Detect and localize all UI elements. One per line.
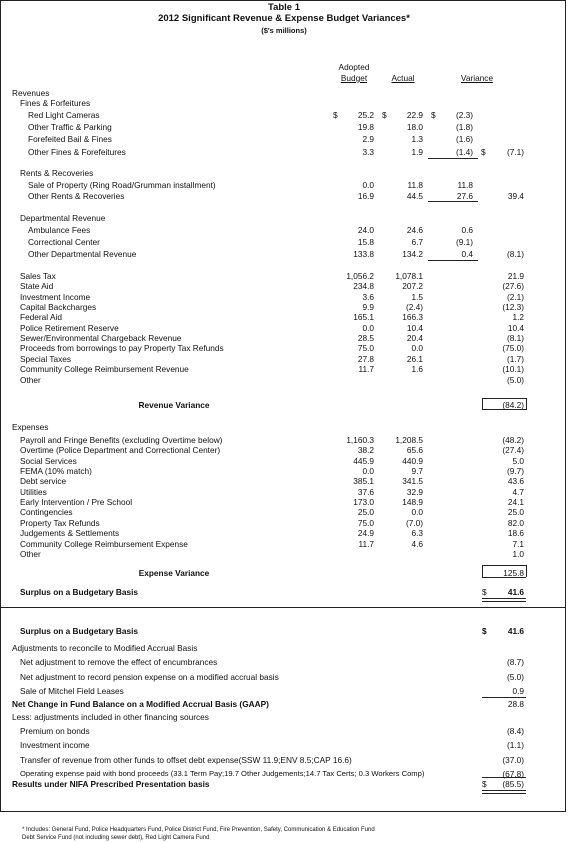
expense-item-actual: 341.5 bbox=[402, 476, 423, 487]
revenue-variance-box-bottom bbox=[482, 409, 526, 410]
revenue-item-label: Federal Aid bbox=[20, 312, 62, 323]
expense-item-variance: (48.2) bbox=[502, 435, 524, 445]
fines-row-actual: 1.9 bbox=[411, 146, 423, 157]
revenue-item-label: Police Retirement Reserve bbox=[20, 322, 119, 333]
revenue-item-variance: (10.1) bbox=[502, 364, 524, 375]
expense-item-actual: 4.6 bbox=[411, 538, 423, 549]
adjustment-value: (5.0) bbox=[506, 671, 524, 682]
revenue-item-actual: 10.4 bbox=[406, 322, 423, 333]
revenue-item-budget: 9.9 bbox=[362, 302, 374, 313]
expense-item-label: Debt service bbox=[20, 476, 67, 487]
expense-item-variance: 82.0 bbox=[507, 517, 524, 528]
rents-row-subtotal: 39.4 bbox=[507, 191, 524, 202]
expense-item-actual: 65.6 bbox=[406, 445, 423, 456]
result-dollar-sign: $ bbox=[482, 779, 487, 789]
revenue-variance-box-right bbox=[526, 398, 527, 410]
expense-item-label: Social Services bbox=[20, 455, 77, 466]
revenue-item-label: Capital Backcharges bbox=[20, 302, 97, 313]
rents-row-variance: 11.8 bbox=[457, 180, 473, 190]
revenue-item-label: Sewer/Environmental Chargeback Revenue bbox=[20, 333, 182, 344]
dept-row-budget: 133.8 bbox=[353, 249, 374, 260]
revenue-item-actual: 166.3 bbox=[402, 312, 423, 323]
revenue-item-budget: 3.6 bbox=[362, 291, 374, 302]
rents-underline bbox=[428, 201, 478, 202]
revenue-item-variance: (8.1) bbox=[506, 333, 524, 344]
expense-item-label: Contingencies bbox=[20, 507, 73, 518]
fines-row-subtotal: (7.1) bbox=[506, 146, 524, 157]
rents-row-budget: 0.0 bbox=[362, 180, 374, 190]
surplus-value: 41.6 bbox=[507, 587, 524, 597]
col-header-budget: Budget bbox=[340, 73, 368, 83]
revenue-item-actual: 207.2 bbox=[402, 281, 423, 292]
revenue-item-budget: 75.0 bbox=[357, 343, 374, 354]
dept-underline bbox=[428, 260, 478, 261]
section-divider bbox=[0, 607, 566, 608]
revenue-item-variance: (27.6) bbox=[502, 281, 524, 292]
footnote-line-2: Debt Service Fund (not including sewer debt), Red Light Camera Fund bbox=[22, 835, 210, 841]
expense-item-actual: 0.0 bbox=[411, 507, 423, 518]
dept-row-subtotal: (8.1) bbox=[506, 249, 524, 260]
expense-item-budget: 38.2 bbox=[357, 445, 374, 456]
table-title: 2012 Significant Revenue & Expense Budget Variances* bbox=[158, 13, 410, 24]
dept-row-budget: 24.0 bbox=[357, 225, 374, 235]
expense-variance-label: Expense Variance bbox=[138, 568, 210, 578]
expense-item-actual: 440.9 bbox=[402, 455, 423, 466]
revenue-variance-label: Revenue Variance bbox=[138, 400, 210, 410]
less-item-label: Premium on bonds bbox=[20, 726, 90, 736]
expense-item-label: Overtime (Police Department and Correctional Center) bbox=[20, 445, 221, 456]
fines-row-dollar-sign: $ bbox=[481, 146, 486, 157]
rents-row-actual: 44.5 bbox=[406, 191, 423, 202]
surplus-double-underline bbox=[482, 598, 526, 602]
revenue-item-budget: 28.5 bbox=[357, 333, 374, 344]
revenue-item-label: Sales Tax bbox=[20, 271, 56, 281]
expense-item-budget: 445.9 bbox=[353, 455, 374, 466]
revenues-heading: Revenues bbox=[12, 88, 50, 98]
gaap-value: 28.8 bbox=[507, 699, 524, 709]
expense-item-label: Other bbox=[20, 548, 41, 559]
expense-item-label: Community College Reimbursement Expense bbox=[20, 538, 188, 549]
fines-row-budget: 2.9 bbox=[362, 134, 374, 145]
less-item-value: (37.0) bbox=[502, 754, 524, 765]
expense-item-variance: 5.0 bbox=[512, 455, 524, 466]
revenue-variance-total: (84.2) bbox=[502, 400, 524, 410]
expense-item-label: Payroll and Fringe Benefits (excluding Overtime below) bbox=[20, 435, 223, 445]
fines-row-actual: 1.3 bbox=[411, 134, 423, 145]
adjustment-value: (8.7) bbox=[506, 657, 524, 667]
dept-row-actual: 134.2 bbox=[402, 249, 423, 260]
revenue-item-actual: 0.0 bbox=[411, 343, 423, 354]
adjustments-heading: Adjustments to reconcile to Modified Accrual Basis bbox=[12, 643, 198, 653]
revenue-item-variance: (5.0) bbox=[506, 374, 524, 385]
expense-item-budget: 75.0 bbox=[357, 517, 374, 528]
surplus-dollar-sign: $ bbox=[482, 587, 487, 597]
expense-item-label: Early Intervention / Pre School bbox=[20, 497, 133, 508]
dept-row-budget: 15.8 bbox=[357, 237, 374, 248]
table-number: Table 1 bbox=[267, 2, 301, 13]
expense-item-label: Property Tax Refunds bbox=[20, 517, 100, 528]
expense-item-variance: (27.4) bbox=[502, 445, 524, 456]
adjustments-underline bbox=[482, 697, 526, 698]
expense-item-budget: 0.0 bbox=[362, 466, 374, 477]
fines-row-budget: 3.3 bbox=[362, 146, 374, 157]
revenue-item-budget: 27.8 bbox=[357, 353, 374, 364]
expense-item-variance: 18.6 bbox=[507, 528, 524, 539]
expense-items-underline bbox=[482, 565, 526, 566]
fines-row-label: Forefeited Bail & Fines bbox=[28, 134, 112, 145]
expense-item-budget: 385.1 bbox=[353, 476, 374, 487]
revenue-item-budget: 11.7 bbox=[358, 364, 374, 375]
expense-item-label: Utilities bbox=[20, 486, 47, 497]
expense-variance-box-bottom bbox=[482, 577, 526, 578]
expense-item-budget: 25.0 bbox=[357, 507, 374, 518]
rents-row-label: Other Rents & Recoveries bbox=[28, 191, 125, 202]
expense-item-budget: 173.0 bbox=[353, 497, 374, 508]
fines-row-budget: 19.8 bbox=[357, 122, 374, 133]
fines-row-budget: 25.2 bbox=[357, 110, 374, 120]
dept-row-actual: 24.6 bbox=[406, 225, 423, 235]
revenue-item-budget: 165.1 bbox=[353, 312, 374, 323]
dept-row-variance: (9.1) bbox=[455, 237, 473, 248]
revenue-item-variance: 21.9 bbox=[507, 271, 524, 281]
revenue-items-underline bbox=[482, 398, 526, 399]
revenue-item-variance: 1.2 bbox=[512, 312, 524, 323]
fines-row-variance: (1.4) bbox=[455, 146, 473, 157]
fines-row-dollar-sign: $ bbox=[431, 110, 436, 120]
dept-heading: Departmental Revenue bbox=[20, 213, 106, 223]
fines-heading: Fines & Forfeitures bbox=[20, 98, 91, 108]
revenue-item-label: Special Taxes bbox=[20, 353, 72, 364]
recon-surplus-value: 41.6 bbox=[507, 626, 524, 636]
expense-item-variance: 4.7 bbox=[512, 486, 524, 497]
expense-item-budget: 11.7 bbox=[358, 538, 374, 549]
dept-row-label: Other Departmental Revenue bbox=[28, 249, 137, 260]
expense-item-budget: 24.9 bbox=[357, 528, 374, 539]
expense-item-actual: 9.7 bbox=[411, 466, 423, 477]
expense-item-budget: 37.6 bbox=[357, 486, 374, 497]
less-item-label: Investment income bbox=[20, 740, 90, 751]
adjustment-label: Sale of Mitchel Field Leases bbox=[20, 686, 124, 696]
gaap-label: Net Change in Fund Balance on a Modified Accrual Basis (GAAP) bbox=[12, 699, 269, 709]
recon-surplus-label: Surplus on a Budgetary Basis bbox=[20, 626, 139, 636]
expenses-heading: Expenses bbox=[12, 422, 49, 432]
result-value: (85.5) bbox=[502, 779, 524, 789]
revenue-item-variance: (1.7) bbox=[506, 353, 524, 364]
fines-row-dollar-sign: $ bbox=[333, 110, 338, 120]
revenue-item-actual: 1,078.1 bbox=[395, 271, 423, 281]
revenue-item-label: Other bbox=[20, 374, 41, 385]
recon-surplus-dollar-sign: $ bbox=[482, 626, 487, 636]
revenue-item-variance: (2.1) bbox=[506, 291, 524, 302]
footnote-line-1: * Includes: General Fund, Police Headquarters Fund, Police District Fund, Fire Prevention, Safety, Communication & Education Fund bbox=[22, 827, 375, 833]
expense-item-actual: 1,208.5 bbox=[395, 435, 423, 445]
adjustment-label: Net adjustment to remove the effect of encumbrances bbox=[20, 657, 218, 667]
rents-heading: Rents & Recoveries bbox=[20, 168, 94, 178]
revenue-item-actual: (2.4) bbox=[405, 302, 423, 313]
revenue-item-label: State Aid bbox=[20, 281, 54, 292]
revenue-item-variance: (12.3) bbox=[502, 302, 524, 313]
expense-item-variance: 25.0 bbox=[507, 507, 524, 518]
expense-item-actual: 32.9 bbox=[406, 486, 423, 497]
fines-row-label: Other Fines & Forefeitures bbox=[28, 146, 126, 157]
revenue-item-label: Investment Income bbox=[20, 291, 91, 302]
less-item-label: Transfer of revenue from other funds to offset debt expense(SSW 11.9;ENV 8.5;CAP 16.6) bbox=[20, 754, 352, 765]
revenue-item-budget: 0.0 bbox=[362, 322, 374, 333]
less-item-value: (8.4) bbox=[506, 726, 524, 736]
expense-variance-box-right bbox=[526, 565, 527, 577]
revenue-item-variance: 10.4 bbox=[507, 322, 524, 333]
expense-variance-box-left bbox=[482, 565, 483, 577]
rents-row-label: Sale of Property (Ring Road/Grumman installment) bbox=[28, 180, 216, 190]
less-heading: Less: adjustments included in other financing sources bbox=[12, 712, 209, 722]
revenue-item-actual: 1.6 bbox=[411, 364, 423, 375]
expense-item-variance: 24.1 bbox=[507, 497, 524, 508]
fines-row-label: Red Light Cameras bbox=[28, 110, 100, 120]
less-items-underline bbox=[482, 777, 526, 778]
expense-item-budget: 1,160.3 bbox=[346, 435, 374, 445]
expense-item-actual: 6.3 bbox=[411, 528, 423, 539]
revenue-item-budget: 1,056.2 bbox=[346, 271, 374, 281]
revenue-item-variance: (75.0) bbox=[502, 343, 524, 354]
rents-row-variance: 27.6 bbox=[456, 191, 473, 202]
fines-underline bbox=[428, 158, 478, 159]
fines-row-variance: (1.8) bbox=[455, 122, 473, 133]
adjustment-value: 0.9 bbox=[512, 686, 524, 696]
revenue-item-budget: 234.8 bbox=[353, 281, 374, 292]
revenue-item-label: Community College Reimbursement Revenue bbox=[20, 364, 189, 375]
revenue-item-actual: 26.1 bbox=[406, 353, 423, 364]
result-label: Results under NIFA Prescribed Presentation basis bbox=[12, 779, 210, 789]
expense-item-variance: 7.1 bbox=[512, 538, 524, 549]
dept-row-label: Ambulance Fees bbox=[28, 225, 91, 235]
less-item-label: Operating expense paid with bond proceeds (33.1 Term Pay;19.7 Other Judgements;14.7 Tax Certs; 0.3 Workers Comp) bbox=[20, 768, 425, 778]
revenue-item-actual: 1.5 bbox=[411, 291, 423, 302]
table-subtitle: ($'s millions) bbox=[261, 26, 307, 35]
fines-row-actual: 22.9 bbox=[406, 110, 423, 120]
expense-item-variance: (9.7) bbox=[506, 466, 524, 477]
fines-row-variance: (1.6) bbox=[455, 134, 473, 145]
expense-item-actual: (7.0) bbox=[405, 517, 423, 528]
expense-variance-total: 125.8 bbox=[503, 568, 524, 578]
revenue-item-actual: 20.4 bbox=[406, 333, 423, 344]
fines-row-dollar-sign: $ bbox=[382, 110, 387, 120]
rents-row-actual: 11.8 bbox=[407, 180, 423, 190]
expense-item-label: FEMA (10% match) bbox=[20, 466, 92, 477]
dept-row-variance: 0.6 bbox=[461, 225, 473, 235]
fines-row-actual: 18.0 bbox=[406, 122, 423, 133]
col-header-adopted: Adopted bbox=[338, 62, 370, 72]
result-double-underline bbox=[482, 790, 526, 794]
adjustment-label: Net adjustment to record pension expense on a modified accrual basis bbox=[20, 671, 279, 682]
expense-item-label: Judgements & Settlements bbox=[20, 528, 120, 539]
less-item-value: (67.8) bbox=[502, 768, 524, 779]
expense-item-variance: 1.0 bbox=[512, 548, 524, 559]
fines-row-label: Other Traffic & Parking bbox=[28, 122, 112, 133]
less-item-value: (1.1) bbox=[506, 740, 524, 751]
dept-row-variance: 0.4 bbox=[461, 249, 473, 260]
rents-row-budget: 16.9 bbox=[357, 191, 374, 202]
dept-row-label: Correctional Center bbox=[28, 237, 100, 248]
revenue-item-label: Proceeds from borrowings to pay Property Tax Refunds bbox=[20, 343, 224, 354]
expense-item-actual: 148.9 bbox=[402, 497, 423, 508]
surplus-label: Surplus on a Budgetary Basis bbox=[20, 587, 139, 597]
dept-row-actual: 6.7 bbox=[411, 237, 423, 248]
fines-row-variance: (2.3) bbox=[455, 110, 473, 120]
col-header-variance: Variance bbox=[460, 73, 494, 83]
expense-item-variance: 43.6 bbox=[507, 476, 524, 487]
col-header-actual: Actual bbox=[391, 73, 415, 83]
